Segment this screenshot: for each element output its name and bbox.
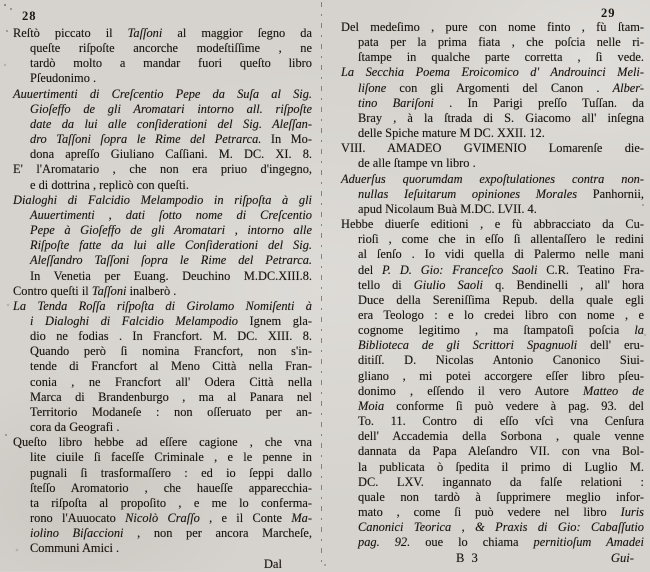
- text-line: Gioſeffo de gli Aromatari intorno all. riſpoſte: [30, 101, 312, 116]
- text-line: Dialoghi di Falcidio Melampodio in riſpoſta à gli: [13, 192, 312, 207]
- catchword-right: Gui-: [610, 551, 634, 566]
- text-line: apud Nicolaum Buà M.DC. LVII. 4.: [358, 201, 537, 216]
- text-line: tino Bariſoni . In Parigi preſſo Tuſſan. da: [358, 95, 644, 110]
- text-line: cora da Geografi .: [30, 420, 120, 435]
- text-line: La Secchia Poema Eroicomico d' Androuinci Meli-: [341, 65, 644, 80]
- text-line: dio ne fodias . In Francfort. M. DC. XIII. 8.: [30, 329, 312, 344]
- signature-row: [336, 551, 644, 566]
- text-line: tende di Francfort al Meno Città nella Fran-: [30, 359, 312, 374]
- text-line: nullas Ieſuitarum opiniones Morales Panhornii,: [358, 186, 644, 201]
- text-line: Auuertimenti di Creſcentio Pepe da Suſa al Sig.: [13, 86, 312, 101]
- text-line: Del medeſimo , pure con nome finto , fù ſtam-: [341, 20, 644, 34]
- text-line: pugnali ſi trasformaſſero : ed io ſeppi dallo: [30, 465, 312, 480]
- column-divider-rule: [321, 2, 322, 568]
- text-line: La Tenda Roſſa riſpoſta di Girolamo Nomiſenti à: [13, 298, 312, 313]
- text-line: quale non tardò à ſupprimere meglio infor-: [358, 489, 644, 504]
- text-line: Marca di Brandenburgo , ma al Panara nel: [30, 389, 312, 404]
- page-number-right: 29: [601, 6, 616, 20]
- text-line: Hebbe diuerſe editioni , e fù abbracciato da Cu-: [341, 217, 644, 232]
- text-line: Moia conforme ſi può vedere à pag. 93. del: [358, 398, 644, 413]
- text-line: Auuertimenti , dati ſotto nome di Creſcentio: [30, 207, 312, 222]
- text-line: Aduerſus quorumdam expoſtulationes contra non-: [341, 171, 644, 186]
- catchword-left: Dal: [263, 557, 282, 572]
- text-line: E' l'Aromatario , che non era priuo d'ingegno,: [13, 162, 312, 177]
- text-line: In Venetia per Euang. Deuchino M.DC.XIII.8.: [30, 268, 312, 283]
- text-line: Contro queſti il Taſſoni inalberò .: [13, 283, 177, 298]
- text-line: Canonici Teorica , & Praxis di Gio: Cabaſſutio: [358, 520, 644, 535]
- text-line: pata per la prima fiata , che poſcia nelle ri-: [358, 35, 644, 50]
- text-line: Quando però ſi nomina Francfort, non s'in-: [30, 344, 312, 359]
- text-line: Bray , à la ſtrada di S. Giacomo all' inſegna: [358, 110, 644, 125]
- text-line: rono l'Auuocato Nicolò Craſſo , e il Conte Ma-: [30, 511, 312, 525]
- text-line: iolino Biſaccioni , non per ancora Marcheſe,: [30, 526, 312, 541]
- text-line: mato , come ſi può vedere nel libro Iuris: [358, 505, 644, 519]
- text-line: donimo , eſſendo il vero Autore Matteo de: [358, 383, 645, 398]
- page-number-left: 28: [22, 9, 37, 23]
- text-line: dell' Accademia della Sorbona , quale venne: [358, 429, 644, 444]
- text-line: Aleſſandro Taſſoni ſopra le Rime del Petrarca.: [30, 253, 312, 268]
- text-line: Biblioteca de gli Scrittori Spagnuoli dell' eru-: [358, 338, 644, 353]
- text-line: Queſto libro hebbe ad eſſere cagione , che vna: [13, 435, 312, 450]
- text-line: Territorio Modaneſe : non oſſeruato per an-: [30, 404, 312, 419]
- right-page-column: [336, 20, 644, 566]
- scan-noise-specks: [4, 4, 6, 6]
- text-line: dona apreſſo Giuliano Caſſiani. M. DC. XI. 8.: [30, 147, 312, 162]
- text-line: e di dottrina , replicò con queſti.: [30, 177, 189, 192]
- text-line: liſone con gli Argomenti del Canon . Alber-: [358, 80, 644, 95]
- text-line: Communi Amici .: [30, 541, 120, 556]
- text-line: tardò molto a mandar fuori queſto libro: [30, 56, 312, 71]
- text-line: cognome legitimo , ma ſtampatoſi poſcia la: [358, 323, 644, 338]
- text-line: Pepe à Gioſeffo de gli Aromatari , intorno alle: [30, 223, 312, 238]
- text-line: era Teologo : e lo credei libro con nome , e: [358, 307, 644, 322]
- text-line: la publicata ò ſpedita il primo di Luglio M.: [358, 459, 644, 474]
- text-line: ſtampe in qualche parte corretta , ſi vede.: [358, 50, 644, 65]
- text-line: ſteſſo Aromatorio , che haueſſe apparecchia-: [30, 480, 312, 495]
- text-line: Pſeudonimo .: [30, 71, 97, 86]
- text-line: dro Taſſoni ſopra le Rime del Petrarca. In Mo-: [30, 132, 312, 147]
- left-page-column: [8, 26, 312, 572]
- text-line: del P. D. Gio: Franceſco Saoli C.R. Teatino Fra-: [358, 262, 644, 277]
- text-line: Riſpoſte fatte da lui alle Conſiderationi del Sig.: [30, 238, 312, 253]
- text-line: i Dialoghi di Falcidio Melampodio Ignem gla-: [30, 313, 312, 328]
- text-line: rioſi , come che in eſſo ſi allentaſſero le redini: [358, 232, 644, 247]
- text-line: To. 11. Contro di eſſo vſcì vna Cenſura: [358, 414, 644, 429]
- text-line: conia , ne Francfort all' Odera Città nella: [30, 374, 312, 389]
- text-line: ta riſpoſta al propoſito , e me lo conferma-: [30, 495, 312, 510]
- text-line: al ſenſo . Io vidi quella di Palermo nelle mani: [358, 247, 644, 262]
- text-line: dannata da Papa Aleſandro VII. con vna Bol-: [358, 444, 644, 459]
- gathering-signature: B 3: [456, 551, 480, 566]
- text-line: ditiſſ. D. Nicolas Antonio Canonico Siui-: [358, 353, 644, 368]
- text-line: tello di Giulio Saoli q. Bendinelli , all' hora: [358, 277, 644, 292]
- left-column-text: [8, 26, 312, 556]
- text-line: Duce della Sereniſſima Repub. della quale egli: [358, 292, 644, 307]
- text-line: lite ciuile ſi faceſſe Criminale , e le penne in: [30, 450, 312, 465]
- text-line: date da lui alle conſiderationi del Sig. Aleſſan-: [30, 116, 312, 131]
- text-line: de alle ſtampe vn libro .: [358, 156, 476, 171]
- text-line: VIII. AMADEO GVIMENIO Lomarenſe die-: [341, 141, 644, 156]
- text-line: queſte riſpoſte ancorche modeſtiſſime , ne: [30, 41, 312, 56]
- text-line: pag. 92. oue lo chiama pernitioſum Amadei: [358, 535, 644, 550]
- text-line: Reſtò piccato il Taſſoni al maggior ſegno da: [13, 26, 312, 40]
- text-line: delle Spiche mature M DC. XXII. 12.: [358, 126, 545, 141]
- text-line: DC. LXV. ingannato da falſe relationi :: [358, 474, 644, 489]
- text-line: gliano , mi potei accorgere eſſer libro pſeu-: [358, 368, 644, 383]
- right-column-text: [336, 20, 644, 550]
